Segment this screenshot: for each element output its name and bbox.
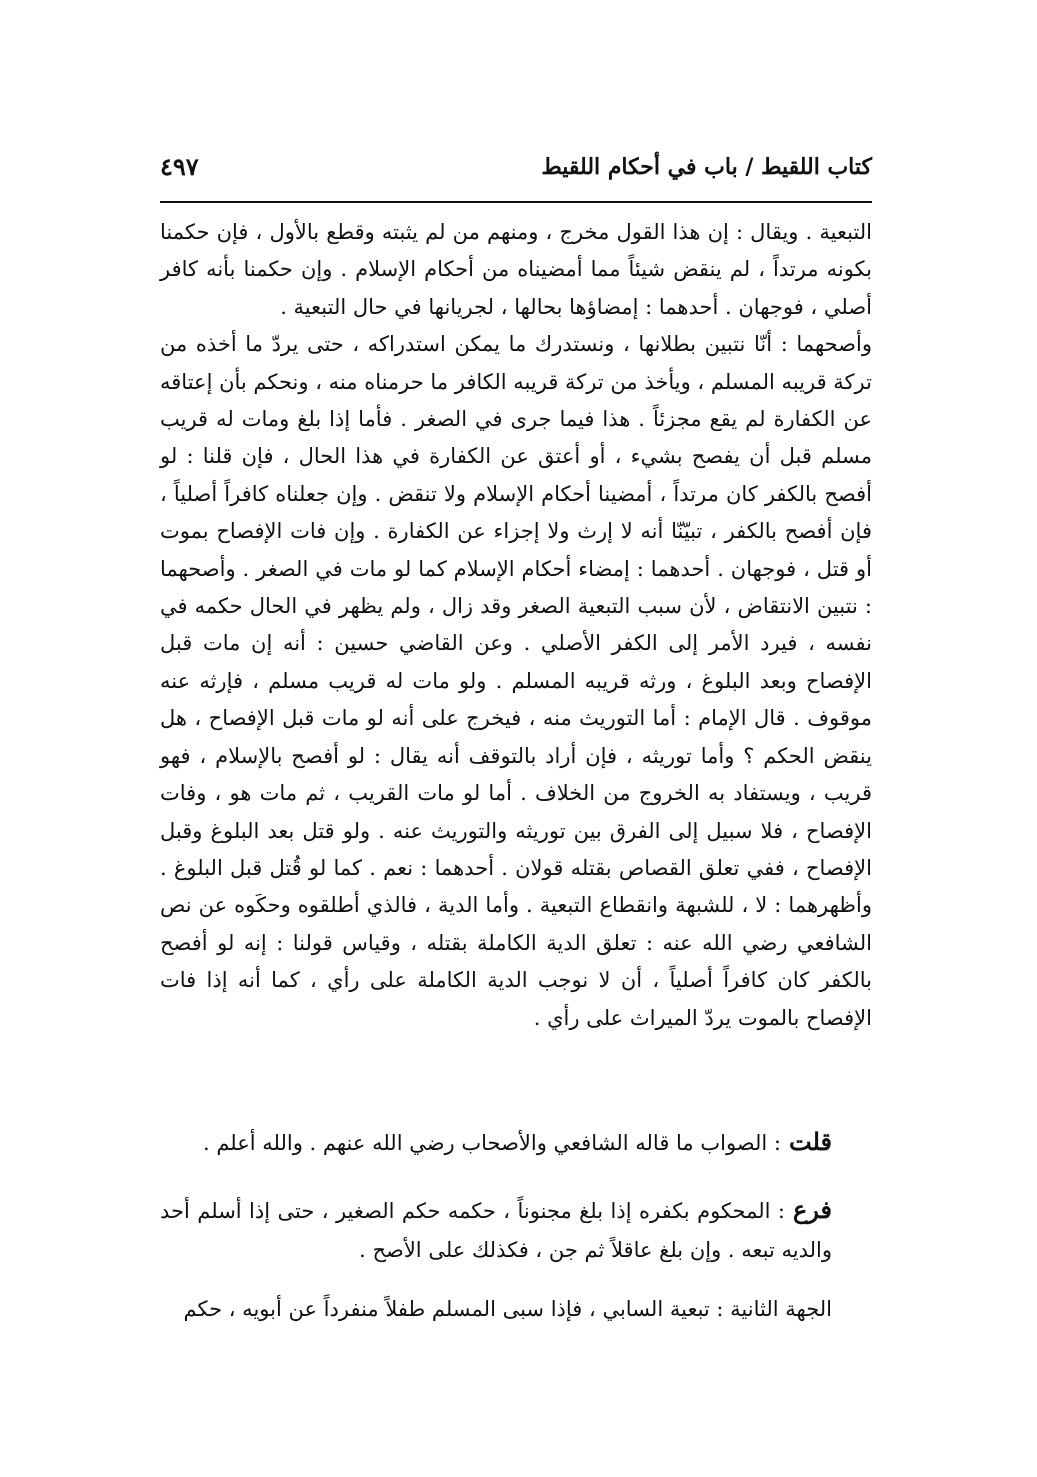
running-title: كتاب اللقيط / باب في أحكام اللقيط bbox=[541, 154, 872, 180]
main-text bbox=[160, 214, 872, 1037]
qult-lead: قلت bbox=[789, 1127, 832, 1156]
far-text: : المحكوم بكفره إذا بلغ مجنوناً ، حكمه حكم الصغير ، حتى إذا أسلم أحد والديه تبعه . وإن بلغ عاقلاً ثم جن ، فكذلك على الأصح . bbox=[160, 1199, 832, 1262]
paragraph-1: التبعية . ويقال : إن هذا القول مخرج ، ومنهم من لم يثبته وقطع بالأول ، فإن حكمنا بكونه مرتداً ، لم ينقض شيئاً مما أمضيناه من أحكام الإسلام . وإن حكمنا بأنه كافر أصلي ، فوجهان . أحدهما : إمضاؤها بحالها ، لجريانها في حال التبعية . bbox=[160, 220, 872, 319]
far-lead: فرع bbox=[792, 1195, 832, 1224]
page-header bbox=[160, 152, 872, 192]
qult-text: : الصواب ما قاله الشافعي والأصحاب رضي الله عنهم . والله أعلم . bbox=[202, 1131, 782, 1155]
page-number: ٤٩٧ bbox=[160, 152, 199, 181]
far-note bbox=[160, 1190, 872, 1270]
header-divider bbox=[160, 201, 872, 203]
jiha-paragraph bbox=[160, 1290, 872, 1329]
qult-note bbox=[160, 1122, 872, 1163]
jiha-text: الجهة الثانية : تبعية السابي ، فإذا سبى المسلم طفلاً منفرداً عن أبويه ، حكم bbox=[183, 1297, 832, 1321]
paragraph-2: وأصحهما : أنّا نتبين بطلانها ، ونستدرك ما يمكن استدراكه ، حتى يردّ ما أخذه من تركة قريبه المسلم ، ويأخذ من تركة قريبه الكافر ما حرمناه منه ، ونحكم بأن إعتاقه عن الكفارة لم يقع مجزئاً . هذا فيما جرى في الصغر . فأما إذا بلغ ومات له قريب مسلم قبل أن يفصح بشيء ، أو أعتق عن الكفارة في هذا الحال ، فإن قلنا : لو أفصح بالكفر كان مرتداً ، أمضينا أحكام الإسلام ولا تنقض . وإن جعلناه كافراً أصلياً ، فإن أفصح بالكفر ، تبيّنّا أنه لا إرث ولا إجزاء عن الكفارة . وإن فات الإفصاح بموت أو قتل ، فوجهان . أحدهما : إمضاء أحكام الإسلام كما لو مات في الصغر . وأصحهما : نتبين الانتقاض ، لأن سبب التبعية الصغر وقد زال ، ولم يظهر في الحال حكمه في نفسه ، فيرد الأمر إلى الكفر الأصلي . وعن القاضي حسين : أنه إن مات قبل الإفصاح وبعد البلوغ ، ورثه قريبه المسلم . ولو مات له قريب مسلم ، فإرثه عنه موقوف . قال الإمام : أما التوريث منه ، فيخرج على أنه لو مات قبل الإفصاح ، هل ينقض الحكم ؟ وأما توريثه ، فإن أراد بالتوقف أنه يقال : لو أفصح بالإسلام ، فهو قريب ، ويستفاد به الخروج من الخلاف . أما لو مات القريب ، ثم مات هو ، وفات الإفصاح ، فلا سبيل إلى الفرق بين توريثه والتوريث عنه . ولو قتل بعد البلوغ وقبل الإفصاح ، ففي تعلق القصاص بقتله قولان . أحدهما : نعم . كما لو قُتل قبل البلوغ . وأظهرهما : لا ، للشبهة وانقطاع التبعية . وأما الدية ، فالذي أطلقوه وحكَوه عن نص الشافعي رضي الله عنه : تعلق الدية الكاملة بقتله ، وقياس قولنا : إنه لو أفصح بالكفر كان كافراً أصلياً ، أن لا نوجب الدية الكاملة على رأي ، كما أنه إذا فات الإفصاح بالموت يردّ الميراث على رأي . bbox=[160, 332, 872, 1030]
